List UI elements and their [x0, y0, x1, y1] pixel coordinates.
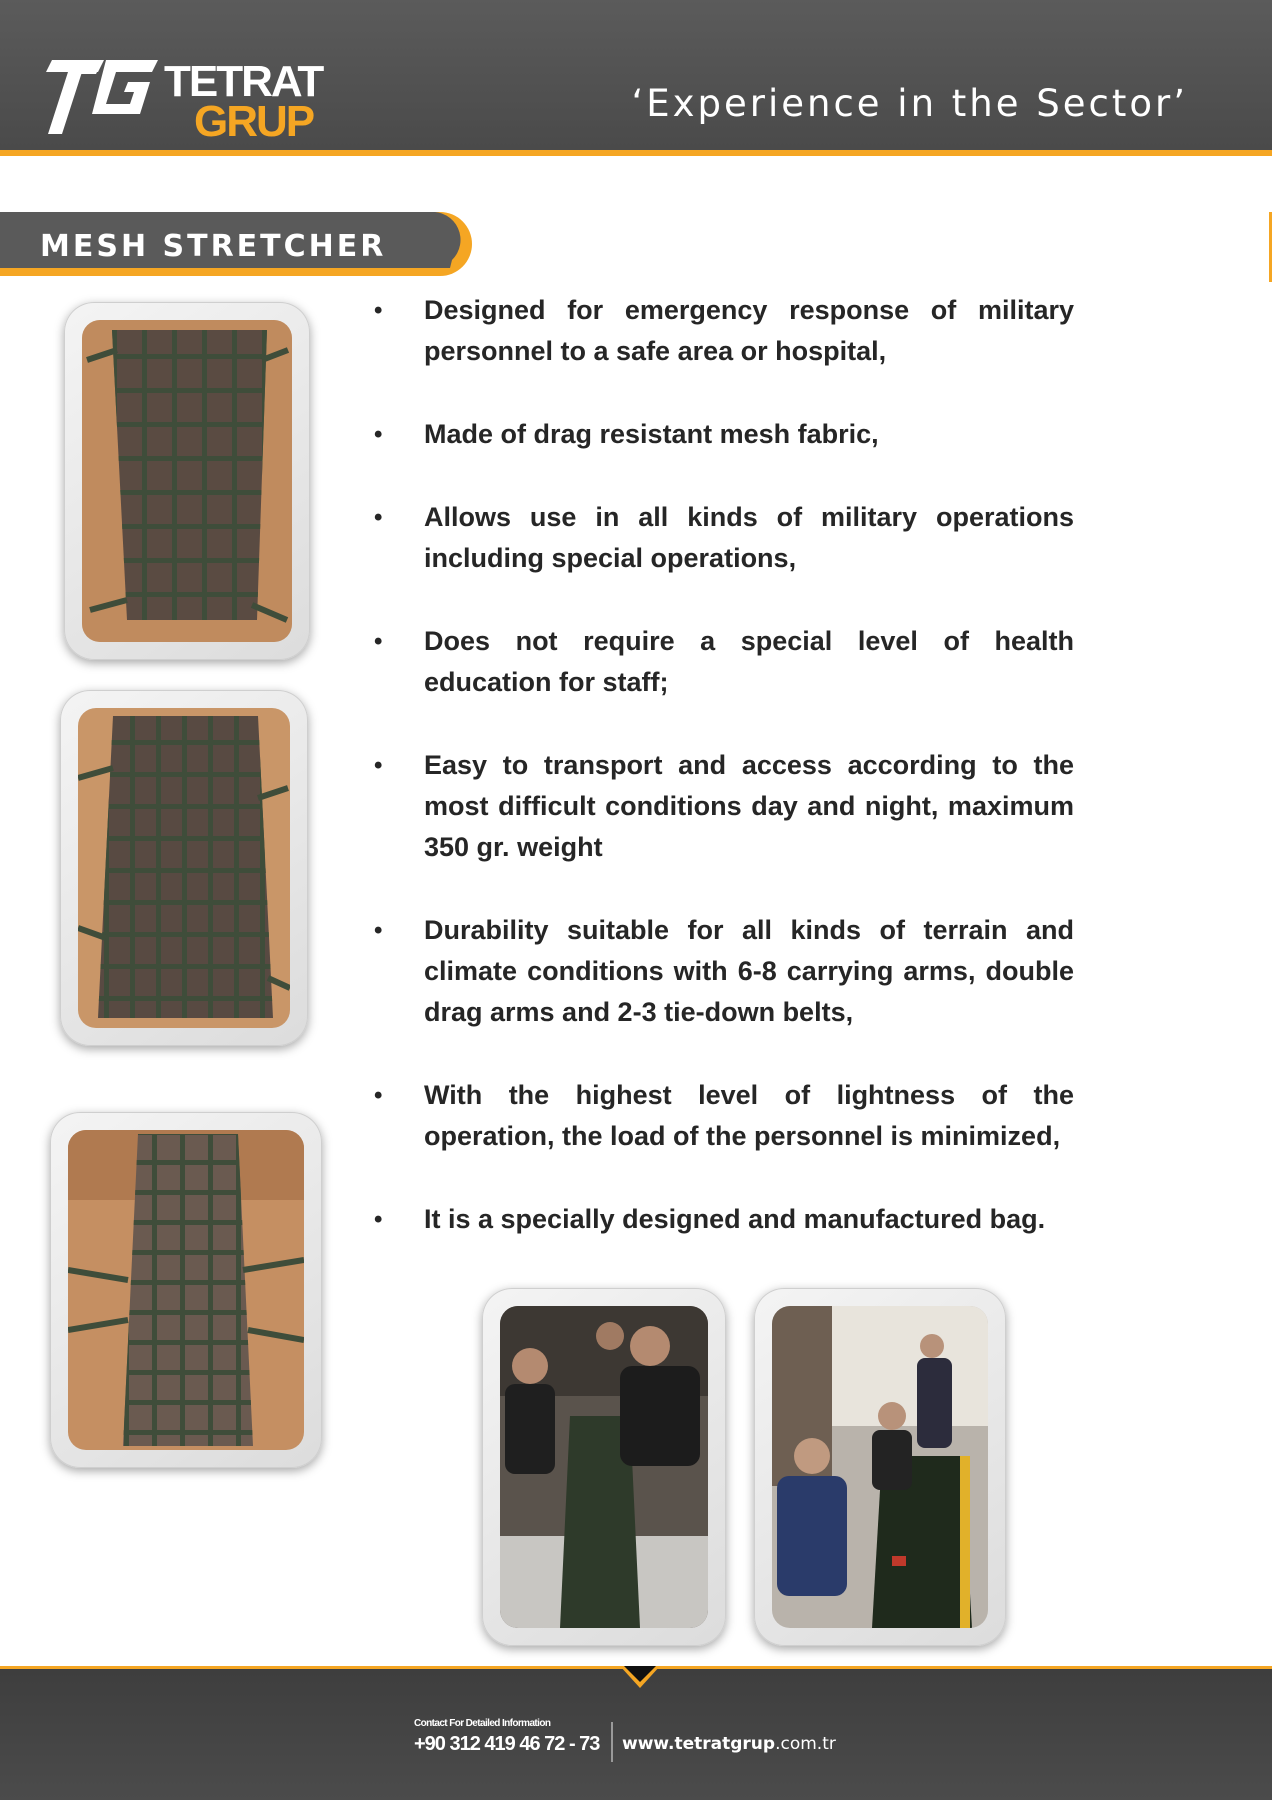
section-title: MESH STRETCHER	[40, 229, 387, 264]
stretcher-photo-2	[78, 708, 290, 1028]
photo-frame-stretcher-3	[50, 1112, 322, 1468]
feature-item: • Does not require a special level of health education for staff;	[370, 621, 1074, 703]
feature-list	[370, 290, 1074, 1282]
feature-item: • It is a specially designed and manufactured bag.	[370, 1199, 1074, 1240]
photo-frame-stretcher-2	[60, 690, 308, 1046]
photo-frame-demo-2	[754, 1288, 1006, 1646]
website-link[interactable]	[622, 1734, 836, 1754]
demo-photo-1	[500, 1306, 708, 1628]
feature-item: • Made of drag resistant mesh fabric,	[370, 414, 1074, 455]
contact-label: Contact For Detailed Information	[414, 1718, 551, 1729]
feature-item: • Durability suitable for all kinds of terrain and climate conditions with 6-8 carrying arms, double drag arms and 2-3 tie-down belts,	[370, 910, 1074, 1033]
logo-text-grup: GRUP	[194, 97, 314, 146]
photo-frame-stretcher-1	[64, 302, 310, 660]
logo-text-tetrat: TETRAT	[164, 57, 323, 106]
feature-item: • Allows use in all kinds of military operations including special operations,	[370, 497, 1074, 579]
tetrat-grup-logo	[46, 52, 366, 148]
feature-item: • Easy to transport and access according to the most difficult conditions day and night, maximum 350 gr. weight	[370, 745, 1074, 868]
website-domain: www.tetratgrup	[622, 1734, 776, 1754]
feature-item: • With the highest level of lightness of the operation, the load of the personnel is minimized,	[370, 1075, 1074, 1157]
tagline: ‘Experience in the Sector’	[631, 82, 1188, 125]
header-accent-line	[0, 150, 1272, 156]
photo-frame-demo-1	[482, 1288, 726, 1646]
footer-notch-icon	[620, 1666, 660, 1694]
stretcher-photo-3	[68, 1130, 304, 1450]
feature-item: • Designed for emergency response of military personnel to a safe area or hospital,	[370, 290, 1074, 372]
phone-number: +90 312 419 46 72 - 73	[414, 1733, 600, 1755]
footer-divider	[611, 1722, 613, 1762]
demo-photo-2	[772, 1306, 988, 1628]
website-tld: .com.tr	[775, 1734, 836, 1754]
stretcher-photo-1	[82, 320, 292, 642]
